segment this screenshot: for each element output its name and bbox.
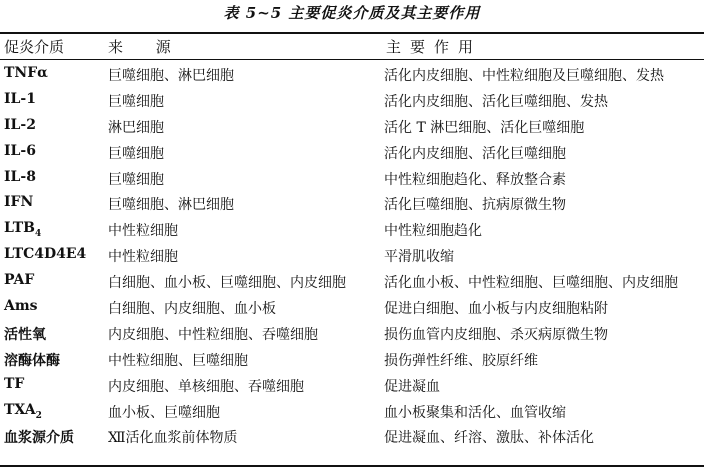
source-cell: 淋巴细胞: [108, 119, 164, 136]
source-cell: 巨噬细胞、淋巴细胞: [108, 68, 234, 84]
mediator-cell: TF: [4, 375, 25, 392]
source-cell: 中性粒细胞、巨噬细胞: [108, 352, 248, 369]
mediator-cell: 溶酶体酶: [4, 352, 60, 369]
mediator-cell: [4, 220, 41, 239]
effect-cell: 促进凝血: [384, 378, 440, 395]
header-rule: [0, 59, 704, 60]
source-cell: 巨噬细胞: [108, 145, 164, 162]
mediator-subscript: 4: [34, 229, 42, 240]
mediator-cell: 活性氧: [4, 326, 46, 343]
table-row: [0, 424, 704, 450]
effect-cell: 活化内皮细胞、活化巨噬细胞: [384, 145, 566, 162]
effect-cell: 促进凝血、纤溶、激肽、补体活化: [384, 430, 594, 447]
source-cell: 巨噬细胞: [108, 93, 164, 110]
table-row: [0, 321, 704, 347]
table-row: [0, 191, 704, 217]
mediator-cell: PAF: [4, 272, 35, 289]
effect-cell: 活化巨噬细胞、抗病原微生物: [384, 197, 566, 214]
mediator-cell: IL-1: [4, 90, 36, 107]
source-cell: 巨噬细胞: [108, 171, 164, 188]
source-cell: 巨噬细胞、淋巴细胞: [108, 197, 234, 214]
mediator-base: TXA: [4, 401, 36, 418]
effect-cell: 损伤血管内皮细胞、杀灭病原微生物: [384, 326, 608, 343]
effect-cell: 活化内皮细胞、中性粒细胞及巨噬细胞、发热: [384, 68, 664, 84]
effect-cell: 平滑肌收缩: [384, 249, 454, 266]
table-row: [0, 140, 704, 166]
table-row: [0, 347, 704, 373]
table-row: [0, 62, 704, 88]
mediator-cell: IL-8: [4, 168, 36, 185]
table-title: 表 5~5 主要促炎介质及其主要作用: [223, 4, 481, 22]
top-rule: [0, 32, 704, 34]
effect-cell: 活化内皮细胞、活化巨噬细胞、发热: [384, 93, 608, 110]
mediator-cell: IL-6: [4, 142, 36, 159]
source-cell: Ⅻ活化血浆前体物质: [108, 430, 238, 447]
mediator-cell: [4, 402, 42, 421]
mediator-cell: IFN: [4, 194, 34, 211]
table-row: [0, 399, 704, 425]
mediator-subscript: 2: [35, 410, 42, 421]
source-cell: 血小板、巨噬细胞: [108, 404, 220, 421]
table-body: [0, 62, 704, 450]
mediator-cell: TNFα: [4, 65, 48, 81]
table-row: [0, 166, 704, 192]
effect-cell: 血小板聚集和活化、血管收缩: [384, 404, 566, 421]
source-cell: 白细胞、内皮细胞、血小板: [108, 301, 276, 318]
table-row: [0, 243, 704, 269]
effect-cell: 活化血小板、中性粒细胞、巨噬细胞、内皮细胞: [384, 275, 678, 292]
effect-cell: 促进白细胞、血小板与内皮细胞粘附: [384, 301, 608, 318]
mediator-cell: IL-2: [4, 116, 36, 133]
source-cell: 中性粒细胞: [108, 249, 178, 266]
mediator-base: LTB: [4, 220, 35, 237]
effect-cell: 活化 T 淋巴细胞、活化巨噬细胞: [384, 119, 585, 136]
effect-cell: 损伤弹性纤维、胶原纤维: [384, 352, 538, 369]
source-cell: 白细胞、血小板、巨噬细胞、内皮细胞: [108, 275, 346, 292]
table-row: [0, 295, 704, 321]
source-cell: 内皮细胞、中性粒细胞、吞噬细胞: [108, 326, 318, 343]
header-source: 来 源: [108, 38, 185, 56]
table-row: [0, 269, 704, 295]
table-row: [0, 217, 704, 243]
mediator-cell: 血浆源介质: [4, 430, 74, 447]
bottom-rule: [0, 465, 704, 467]
header-effect: 主要作用: [386, 38, 483, 56]
effect-cell: 中性粒细胞趋化: [384, 223, 482, 240]
effect-cell: 中性粒细胞趋化、释放整合素: [384, 171, 566, 188]
mediator-cell: LTC4D4E4: [4, 246, 87, 263]
table-row: [0, 373, 704, 399]
header-mediator: 促炎介质: [4, 38, 65, 56]
source-cell: 中性粒细胞: [108, 223, 178, 240]
source-cell: 内皮细胞、单核细胞、吞噬细胞: [108, 378, 304, 395]
mediator-cell: Ams: [4, 298, 38, 315]
table-row: [0, 114, 704, 140]
table-row: [0, 88, 704, 114]
